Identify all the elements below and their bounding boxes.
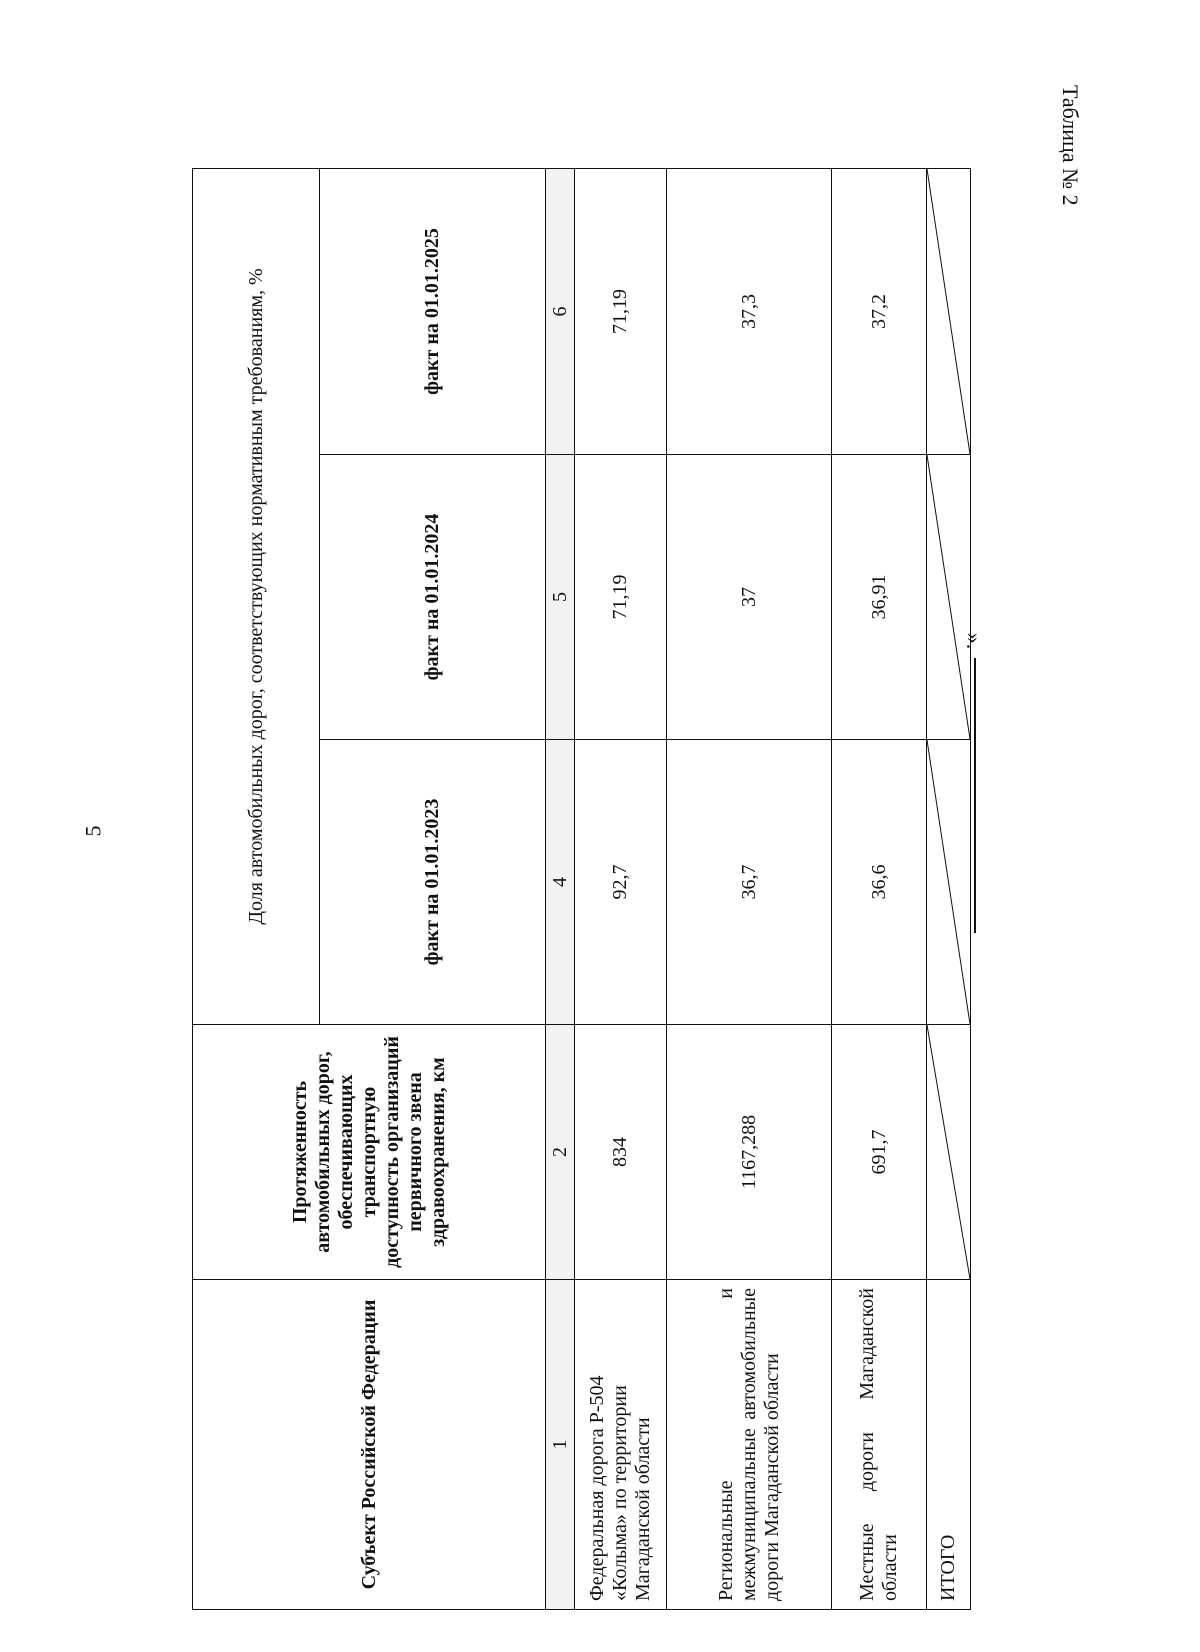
row-name: Региональные и межмуниципальные автомобильные дороги Магаданской области xyxy=(667,1280,832,1610)
closing-mark-area xyxy=(960,628,990,938)
row-value-2024: 36,91 xyxy=(832,455,927,740)
header-length: Протяженность автомобильных дорог, обеспечивающих транспортную доступность организаций первичного звена здравоохранения, км xyxy=(193,1025,546,1280)
col-number: 4 xyxy=(546,740,575,1025)
row-value-2023: 92,7 xyxy=(575,740,667,1025)
row-value-2025: 71,19 xyxy=(575,168,667,454)
column-number-row xyxy=(546,168,575,1609)
row-name: Федеральная дорога Р-504 «Колыма» по территории Магаданской области xyxy=(575,1280,667,1610)
row-value-2023: 36,7 xyxy=(667,740,832,1025)
page-number: 5 xyxy=(80,825,106,837)
diagonal-cell xyxy=(927,1025,971,1280)
header-2023: факт на 01.01.2023 xyxy=(320,740,546,1025)
table-row xyxy=(575,168,667,1609)
header-subject: Субъект Российской Федерации xyxy=(193,1280,546,1610)
col-number: 2 xyxy=(546,1025,575,1280)
col-number: 1 xyxy=(546,1280,575,1610)
table-row xyxy=(667,168,832,1609)
col-number: 6 xyxy=(546,168,575,454)
table-label: Таблица № 2 xyxy=(1058,85,1083,206)
closing-line xyxy=(974,658,976,933)
table-row xyxy=(832,168,927,1609)
row-length: 691,7 xyxy=(832,1025,927,1280)
row-length: 834 xyxy=(575,1025,667,1280)
header-share: Доля автомобильных дорог, соответствующих нормативным требованиям, % xyxy=(193,168,320,1024)
row-value-2024: 71,19 xyxy=(575,455,667,740)
row-name: Местные дороги Магаданской области xyxy=(832,1280,927,1610)
diagonal-cell xyxy=(927,168,971,454)
col-number: 5 xyxy=(546,455,575,740)
road-share-table xyxy=(192,168,971,1610)
header-2024: факт на 01.01.2024 xyxy=(320,455,546,740)
row-value-2024: 37 xyxy=(667,455,832,740)
rotated-table-container xyxy=(192,169,959,1610)
total-label: ИТОГО xyxy=(927,1280,971,1610)
closing-quote: ». xyxy=(962,632,987,650)
row-length: 1167,288 xyxy=(667,1025,832,1280)
header-2025: факт на 01.01.2025 xyxy=(320,168,546,454)
row-value-2025: 37,3 xyxy=(667,168,832,454)
row-value-2023: 36,6 xyxy=(832,740,927,1025)
row-value-2025: 37,2 xyxy=(832,168,927,454)
